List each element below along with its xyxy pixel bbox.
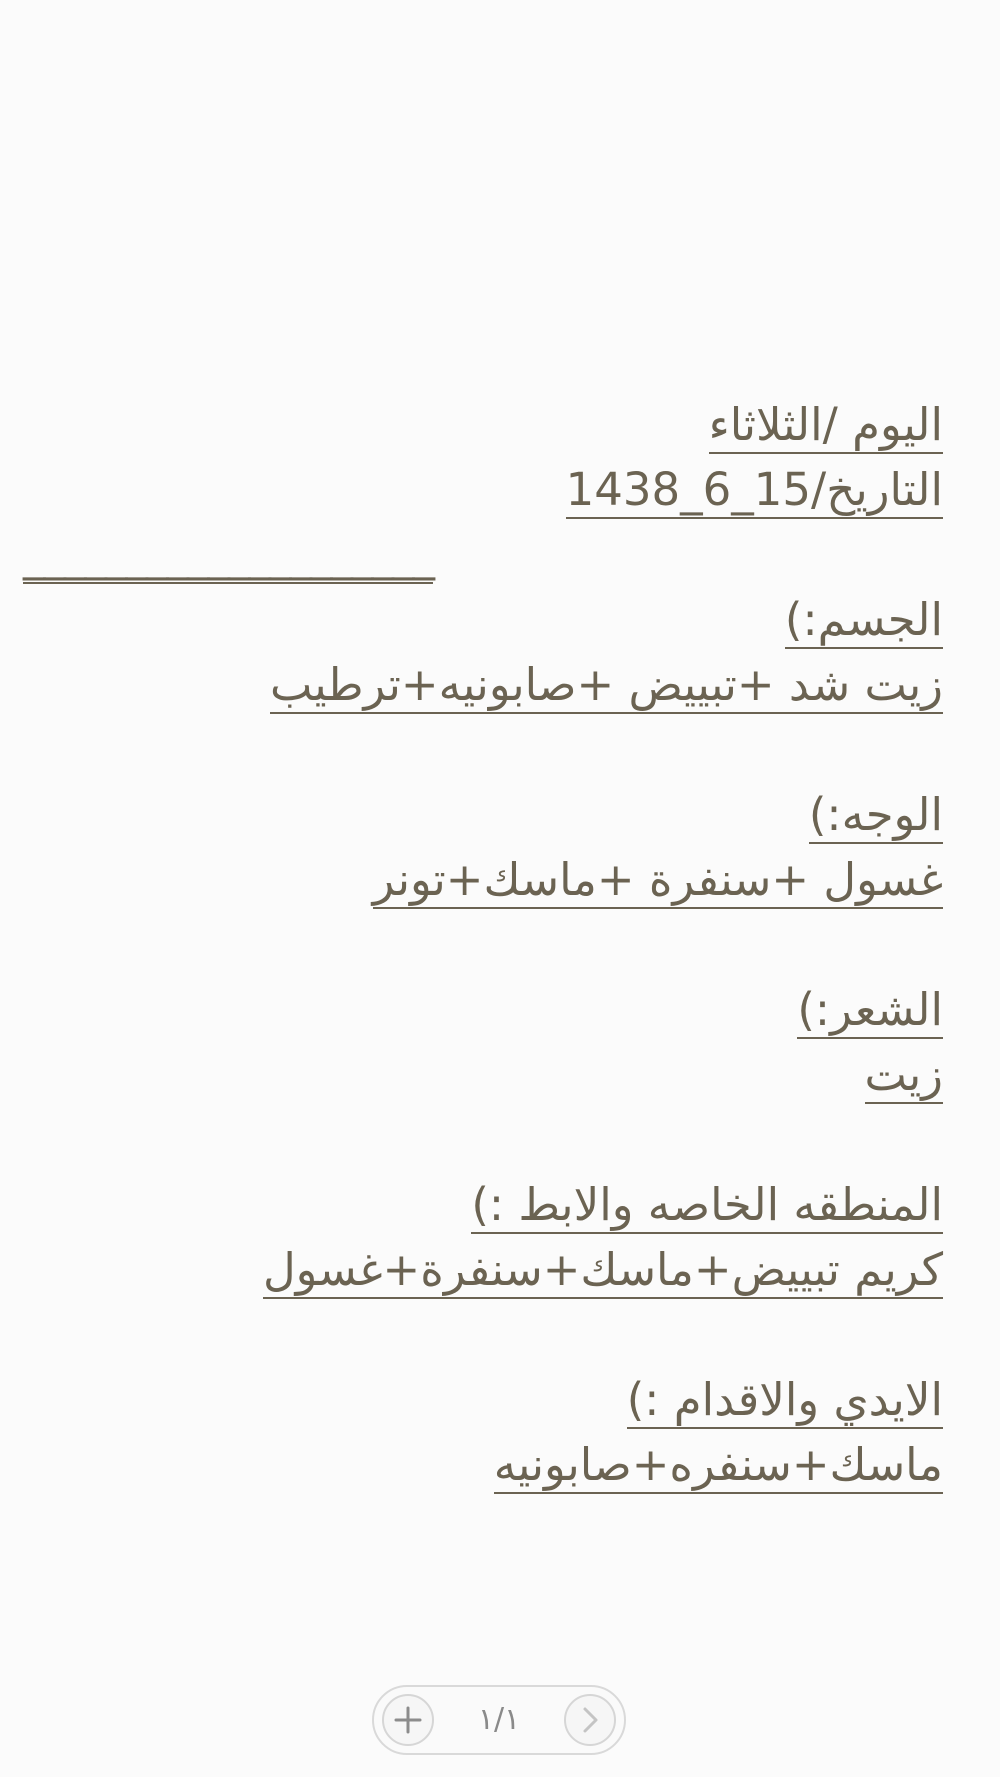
body-heading-row (23, 587, 943, 652)
page-navigation-bar (372, 1685, 626, 1755)
hair-routine: زيت (865, 1050, 943, 1104)
date-line: التاريخ/15_6_1438 (566, 465, 943, 519)
add-page-button[interactable] (382, 1694, 434, 1746)
private-heading: المنطقه الخاصه والابط :) (471, 1180, 943, 1234)
separator-line: ____________________ (23, 530, 433, 584)
private-heading-row (23, 1172, 943, 1237)
hands-routine-row (23, 1432, 943, 1497)
date-line-row (23, 457, 943, 522)
hair-heading-row (23, 977, 943, 1042)
body-heading: الجسم:) (785, 595, 943, 649)
hands-heading-row (23, 1367, 943, 1432)
separator-row (23, 522, 943, 587)
blank-line (23, 717, 943, 782)
private-routine: كريم تبييض+ماسك+سنفرة+غسول (263, 1245, 943, 1299)
face-heading-row (23, 782, 943, 847)
plus-icon (384, 1696, 432, 1744)
hair-routine-row (23, 1042, 943, 1107)
day-line: اليوم /الثلاثاء (709, 400, 943, 454)
face-heading: الوجه:) (809, 790, 943, 844)
blank-line (23, 912, 943, 977)
page-indicator: ١/١ (477, 1702, 521, 1737)
day-line-row (23, 392, 943, 457)
note-content[interactable] (23, 392, 943, 1497)
blank-line (23, 1302, 943, 1367)
hands-routine: ماسك+سنفره+صابونيه (494, 1440, 943, 1494)
next-page-button[interactable] (564, 1694, 616, 1746)
face-routine-row (23, 847, 943, 912)
face-routine: غسول +سنفرة +ماسك+تونر (373, 855, 943, 909)
hands-heading: الايدي والاقدام :) (627, 1375, 943, 1429)
body-routine-row (23, 652, 943, 717)
hair-heading: الشعر:) (797, 985, 943, 1039)
blank-line (23, 1107, 943, 1172)
private-routine-row (23, 1237, 943, 1302)
chevron-right-icon (566, 1696, 614, 1744)
body-routine: زيت شد +تبييض +صابونيه+ترطيب (270, 660, 943, 714)
